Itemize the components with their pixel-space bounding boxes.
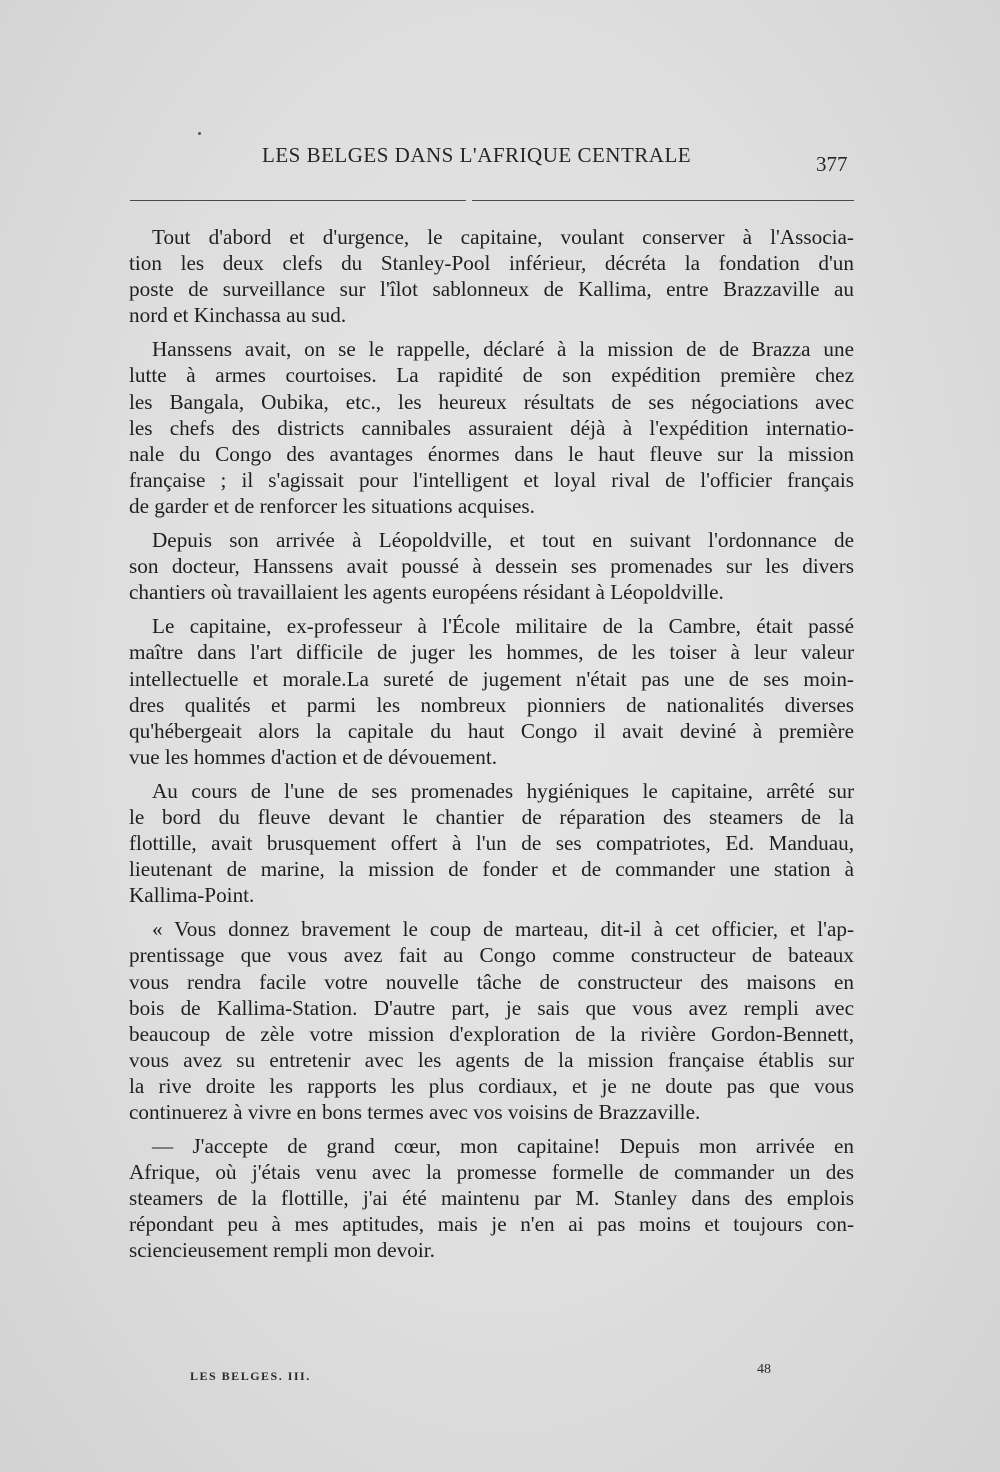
text-line: poste de surveillance sur l'îlot sablonneux de Kallima, entre Brazzaville au xyxy=(129,277,854,302)
paragraph xyxy=(129,778,854,908)
paragraph xyxy=(129,613,854,770)
body-text xyxy=(129,224,854,1272)
text-line: continuerez à vivre en bons termes avec vos voisins de Brazzaville. xyxy=(129,1100,701,1124)
text-line: Afrique, où j'étais venu avec la promesse formelle de commander un des xyxy=(129,1160,854,1185)
text-line: Le capitaine, ex-professeur à l'École militaire de la Cambre, était passé xyxy=(152,614,854,639)
text-line: vous rendra facile votre nouvelle tâche de constructeur des maisons en xyxy=(129,969,854,994)
text-line: prentissage que vous avez fait au Congo comme constructeur de bateaux xyxy=(129,943,854,968)
footer-sheet-number: 48 xyxy=(757,1362,771,1377)
paragraph xyxy=(129,336,854,519)
text-line: qu'hébergeait alors la capitale du haut Congo il avait deviné à première xyxy=(129,718,854,743)
text-line: Hanssens avait, on se le rappelle, déclaré à la mission de de Brazza une xyxy=(152,337,854,362)
text-line: flottille, avait brusquement offert à l'un de ses compatriotes, Ed. Manduau, xyxy=(129,831,854,856)
text-line: maître dans l'art difficile de juger les hommes, de les toiser à leur valeur xyxy=(129,640,854,665)
text-line: tion les deux clefs du Stanley-Pool inférieur, décréta la fondation d'un xyxy=(129,251,854,276)
text-line: vue les hommes d'action et de dévouement. xyxy=(129,744,498,769)
text-line: intellectuelle et morale.La sureté de jugement n'était pas une de ses moin- xyxy=(129,666,854,691)
text-line: répondant peu à mes aptitudes, mais je n'en ai pas moins et toujours con- xyxy=(129,1212,854,1237)
paragraph xyxy=(129,527,854,605)
text-line: chantiers où travaillaient les agents européens résidant à Léopoldville. xyxy=(129,580,724,605)
page-number: 377 xyxy=(816,152,848,176)
text-line: nord et Kinchassa au sud. xyxy=(129,303,347,328)
text-line: française ; il s'agissait pour l'intelligent et loyal rival de l'officier français xyxy=(129,467,854,492)
text-line: lutte à armes courtoises. La rapidité de son expédition première chez xyxy=(129,363,854,388)
text-line: vous avez su entretenir avec les agents de la mission française établis sur xyxy=(129,1047,854,1072)
text-line: Au cours de l'une de ses promenades hygiéniques le capitaine, arrêté sur xyxy=(152,778,854,803)
text-line: steamers de la flottille, j'ai été maintenu par M. Stanley dans des emplois xyxy=(129,1186,854,1211)
text-line: beaucoup de zèle votre mission d'exploration de la rivière Gordon-Bennett, xyxy=(129,1021,854,1046)
text-line: Kallima-Point. xyxy=(129,883,255,908)
paragraph xyxy=(129,1133,854,1263)
text-line: le bord du fleuve devant le chantier de réparation des steamers de la xyxy=(129,804,854,829)
text-line: Depuis son arrivée à Léopoldville, et tout en suivant l'ordonnance de xyxy=(152,528,854,553)
paragraph xyxy=(129,916,854,1125)
text-line: Tout d'abord et d'urgence, le capitaine, voulant conserver à l'Associa- xyxy=(152,225,854,249)
text-line: nale du Congo des avantages énormes dans le haut fleuve sur la mission xyxy=(129,441,854,466)
text-line: les chefs des districts cannibales assuraient déjà à l'expédition internatio- xyxy=(129,415,854,440)
text-line: lieutenant de marine, la mission de fonder et de commander une station à xyxy=(129,857,854,882)
text-line: la rive droite les rapports les plus cordiaux, et je ne doute pas que vous xyxy=(129,1073,854,1098)
paper-speck xyxy=(198,132,201,135)
text-line: dres qualités et parmi les nombreux pionniers de nationalités diverses xyxy=(129,692,854,717)
text-line: sciencieusement rempli mon devoir. xyxy=(129,1238,435,1263)
text-line: « Vous donnez bravement le coup de marteau, dit-il à cet officier, et l'ap- xyxy=(152,917,854,942)
paragraph xyxy=(129,224,854,328)
header-rule-right xyxy=(472,200,854,201)
running-title: LES BELGES DANS L'AFRIQUE CENTRALE xyxy=(262,143,692,167)
text-line: de garder et de renforcer les situations acquises. xyxy=(129,493,535,518)
text-line: son docteur, Hanssens avait poussé à dessein ses promenades sur les divers xyxy=(129,554,854,579)
footer-signature: LES BELGES. III. xyxy=(190,1369,311,1383)
text-line: bois de Kallima-Station. D'autre part, je sais que vous avez rempli avec xyxy=(129,995,854,1020)
text-line: les Bangala, Oubika, etc., les heureux résultats de ses négociations avec xyxy=(129,389,854,414)
text-line: — J'accepte de grand cœur, mon capitaine! Depuis mon arrivée en xyxy=(152,1134,854,1159)
header-rule-left xyxy=(130,200,466,201)
